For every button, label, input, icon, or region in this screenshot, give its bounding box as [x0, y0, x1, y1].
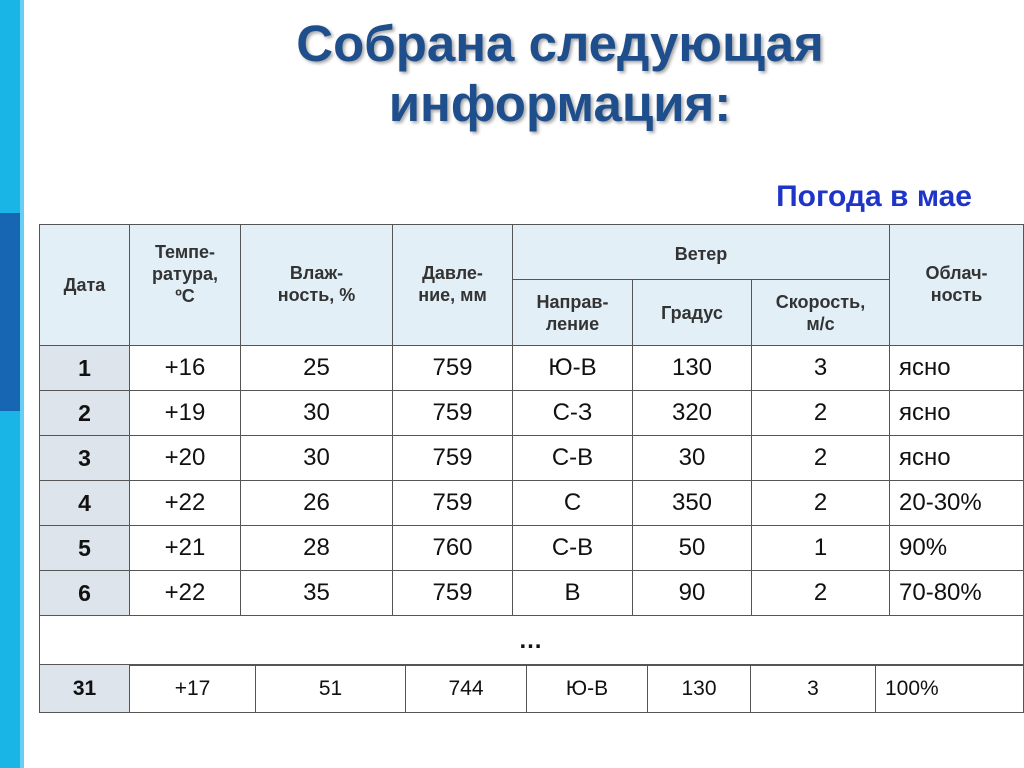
- weather-table: [39, 224, 1024, 666]
- cell-wind-speed: 2: [752, 391, 890, 436]
- cell-date: 1: [40, 346, 130, 391]
- header-temperature-line3: ºС: [175, 286, 195, 306]
- cell-temperature: +19: [130, 391, 241, 436]
- cell-wind-degree: 50: [633, 526, 752, 571]
- table-row: [40, 436, 1024, 481]
- header-wind: Ветер: [513, 225, 890, 280]
- cell-temperature: +17: [130, 665, 256, 713]
- cell-wind-degree: 90: [633, 571, 752, 616]
- table-row: [40, 346, 1024, 391]
- cell-wind-degree: 320: [633, 391, 752, 436]
- header-temperature: [130, 225, 241, 346]
- cell-wind-speed: 2: [752, 481, 890, 526]
- slide-title: [100, 14, 1020, 134]
- cell-temperature: +22: [130, 571, 241, 616]
- header-wind-direction-line2: ление: [545, 313, 600, 334]
- cell-date: 6: [40, 571, 130, 616]
- cell-wind-direction: Ю-В: [527, 665, 648, 713]
- cell-wind-speed: 2: [752, 436, 890, 481]
- cell-pressure: 759: [393, 391, 513, 436]
- header-temperature-line2: ратура,: [151, 264, 219, 284]
- cell-humidity: 35: [241, 571, 393, 616]
- cell-pressure: 744: [406, 665, 527, 713]
- cell-cloudiness: 70-80%: [890, 571, 1024, 616]
- cell-wind-direction: Ю-В: [513, 346, 633, 391]
- header-wind-speed-line1: Скорость,: [775, 291, 866, 312]
- cell-cloudiness: 90%: [890, 526, 1024, 571]
- cell-date: 31: [40, 665, 130, 713]
- cell-humidity: 25: [241, 346, 393, 391]
- header-date: Дата: [40, 225, 130, 346]
- cell-wind-speed: 2: [752, 571, 890, 616]
- cell-wind-speed: 1: [752, 526, 890, 571]
- slide-title-line1: Собрана следующая: [296, 15, 824, 72]
- cell-cloudiness: ясно: [890, 391, 1024, 436]
- header-pressure-line1: Давле-: [422, 263, 483, 283]
- cell-date: 5: [40, 526, 130, 571]
- header-wind-direction-line1: Направ-: [536, 291, 609, 312]
- cell-pressure: 759: [393, 481, 513, 526]
- header-wind-degree: Градус: [633, 280, 752, 346]
- ellipsis-row: [40, 616, 1024, 666]
- ellipsis-cell: …: [40, 616, 1024, 666]
- header-pressure: [393, 225, 513, 346]
- cell-wind-degree: 130: [633, 346, 752, 391]
- left-accent-bar: [0, 0, 24, 768]
- cell-humidity: 51: [256, 665, 406, 713]
- cell-temperature: +22: [130, 481, 241, 526]
- cell-wind-direction: С-В: [513, 436, 633, 481]
- cell-wind-speed: 3: [752, 346, 890, 391]
- cell-date: 2: [40, 391, 130, 436]
- cell-pressure: 759: [393, 571, 513, 616]
- table-row: [40, 526, 1024, 571]
- header-wind-direction: [513, 280, 633, 346]
- header-pressure-line2: ние, мм: [418, 285, 487, 305]
- header-wind-speed-line2: м/с: [806, 313, 835, 334]
- table-row: [40, 571, 1024, 616]
- header-temperature-line1: Темпе-: [154, 242, 216, 262]
- header-cloudiness-line2: ность: [930, 285, 983, 305]
- cell-temperature: +16: [130, 346, 241, 391]
- cell-temperature: +21: [130, 526, 241, 571]
- header-humidity: [241, 225, 393, 346]
- left-accent-stripe: [20, 0, 24, 768]
- header-cloudiness: [890, 225, 1024, 346]
- cell-wind-direction: В: [513, 571, 633, 616]
- cell-date: 4: [40, 481, 130, 526]
- cell-wind-degree: 130: [648, 665, 751, 713]
- header-humidity-line1: Влаж-: [289, 263, 344, 283]
- cell-wind-direction: С-З: [513, 391, 633, 436]
- header-humidity-line2: ность, %: [277, 285, 356, 305]
- cell-temperature: +20: [130, 436, 241, 481]
- table-row: [40, 665, 1024, 713]
- cell-cloudiness: ясно: [890, 346, 1024, 391]
- cell-cloudiness: 100%: [876, 665, 1024, 713]
- cell-humidity: 26: [241, 481, 393, 526]
- cell-pressure: 759: [393, 436, 513, 481]
- cell-cloudiness: 20-30%: [890, 481, 1024, 526]
- cell-wind-direction: С-В: [513, 526, 633, 571]
- header-cloudiness-line1: Облач-: [925, 263, 988, 283]
- last-row-table: [39, 664, 1024, 713]
- cell-date: 3: [40, 436, 130, 481]
- cell-wind-degree: 30: [633, 436, 752, 481]
- cell-pressure: 760: [393, 526, 513, 571]
- cell-wind-direction: С: [513, 481, 633, 526]
- header-wind-speed: [752, 280, 890, 346]
- cell-wind-degree: 350: [633, 481, 752, 526]
- table-row: [40, 481, 1024, 526]
- cell-wind-speed: 3: [751, 665, 876, 713]
- cell-humidity: 30: [241, 436, 393, 481]
- cell-pressure: 759: [393, 346, 513, 391]
- table-caption: Погода в мае: [776, 180, 972, 213]
- cell-cloudiness: ясно: [890, 436, 1024, 481]
- table-row: [40, 391, 1024, 436]
- cell-humidity: 30: [241, 391, 393, 436]
- cell-humidity: 28: [241, 526, 393, 571]
- slide-title-line2: информация:: [388, 75, 732, 132]
